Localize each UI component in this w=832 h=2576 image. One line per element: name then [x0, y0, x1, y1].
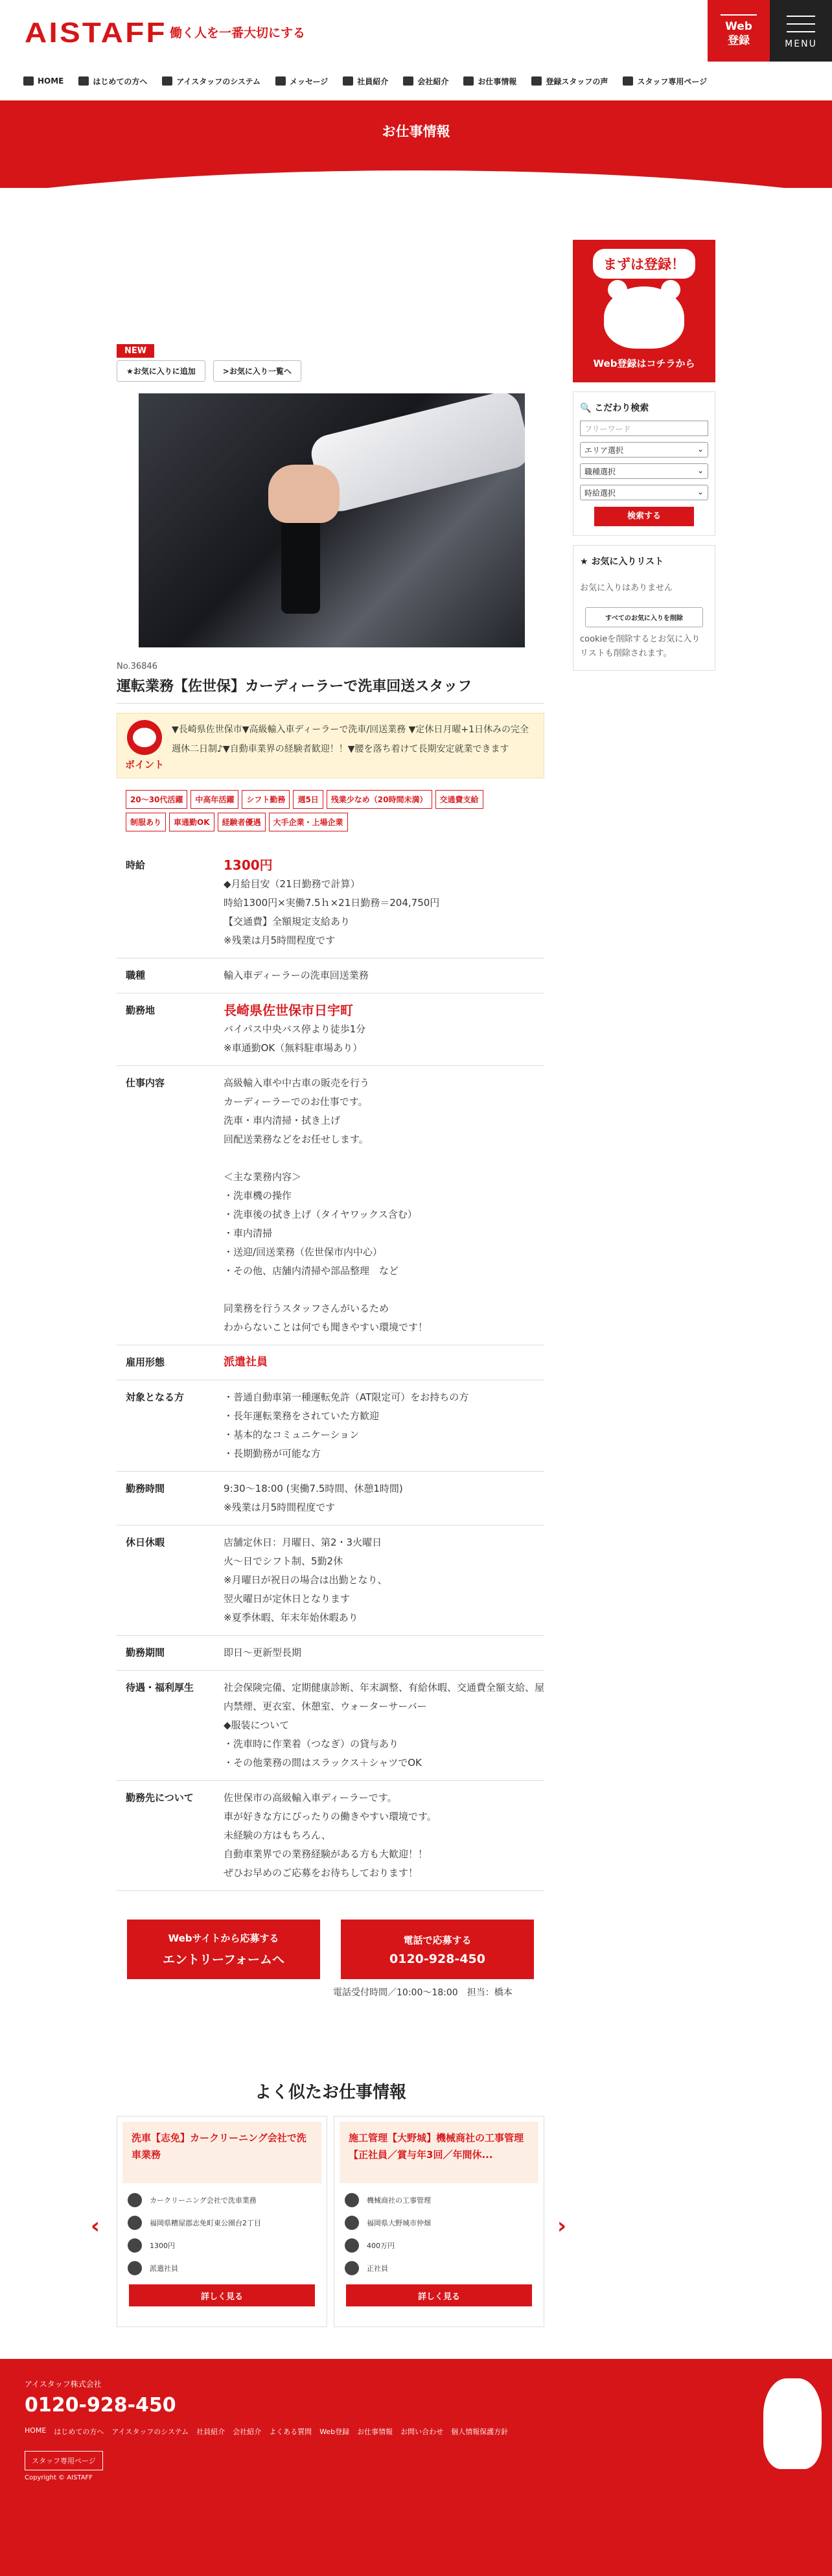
nav-voices[interactable]: 登録スタッフの声: [531, 76, 608, 87]
handshake-icon: [128, 2261, 142, 2275]
money-bag-icon: [128, 2238, 142, 2253]
similar-jobs-carousel: [91, 2116, 567, 2327]
gear-icon: [162, 76, 172, 86]
id-card-icon: [343, 76, 353, 86]
table-row: 休日休暇 店舗定休日：月曜日、第2・3火曜日 火～日でシフト制、5勤2休 ※月曜日が祝日の場合は出勤となり、 翌火曜日が定休日となります ※夏季休暇、年末年始休暇あり: [117, 1526, 544, 1636]
tag: 制服あり: [126, 813, 166, 831]
detail-button[interactable]: 詳しく見る: [346, 2284, 532, 2306]
phone-entry-button[interactable]: 電話で応募する 0120-928-450: [341, 1920, 534, 1979]
shield-icon: [78, 76, 89, 86]
phone-hours: 電話受付時間／10:00～18:00 担当：橋本: [333, 1988, 513, 1998]
chevron-down-icon: ⌄: [697, 445, 704, 454]
jobtype-select[interactable]: 職種選択 ⌄: [580, 463, 708, 479]
arrow-right-icon: [721, 14, 757, 16]
nav-staff-page[interactable]: スタッフ専用ページ: [623, 76, 707, 87]
page-title: お仕事情報: [382, 124, 450, 139]
web-register-banner[interactable]: まずは登録！ Web登録はコチラから: [573, 240, 715, 382]
job-photo: [139, 393, 525, 647]
tag: シフト勤務: [242, 790, 290, 809]
job-detail: [91, 343, 567, 2327]
global-nav: [0, 62, 832, 100]
handshake-icon: [345, 2261, 359, 2275]
new-badge: NEW: [117, 344, 154, 358]
nav-message[interactable]: メッセージ: [275, 76, 328, 87]
tag: 経験者優遇: [218, 813, 266, 831]
add-favorite-button[interactable]: ★お気に入りに追加: [117, 360, 205, 382]
bear-mascot-icon: [604, 286, 684, 349]
tag: 中高年活躍: [191, 790, 238, 809]
page-banner: [0, 100, 832, 188]
bear-mascot-icon: [127, 720, 162, 755]
detail-button[interactable]: 詳しく見る: [129, 2284, 315, 2306]
carousel-next-icon[interactable]: ›: [557, 2213, 567, 2239]
chevron-down-icon: ⌄: [697, 466, 704, 475]
clear-favorites-button[interactable]: すべてのお気に入りを削除: [585, 607, 703, 627]
job-title: 運転業務【佐世保】カーディーラーで洗車回送スタッフ: [117, 675, 544, 704]
footer: アイスタッフ株式会社 0120-928-450 HOME はじめての方へ アイスタッフのシステム 社員紹介 会社紹介 よくある質問 Web登録 お仕事情報 お問い合わせ 個人情報保護方針 スタッフ専用ページ Copyright © AISTAFF: [0, 2359, 832, 2576]
area-select[interactable]: エリア選択 ⌄: [580, 442, 708, 458]
phone-icon: 0120-928-450: [389, 1951, 485, 1966]
search-box: [573, 391, 715, 536]
tag: 20～30代活躍: [126, 790, 187, 809]
menu-button[interactable]: MENU: [770, 0, 832, 62]
bear-mascot-icon: [763, 2378, 822, 2469]
tag-list: [117, 790, 499, 831]
favorite-list-button[interactable]: >お気に入り一覧へ: [213, 360, 301, 382]
tag: 残業少なめ（20時間未満）: [327, 790, 432, 809]
footer-links: HOME はじめての方へ アイスタッフのシステム 社員紹介 会社紹介 よくある質問 Web登録 お仕事情報 お問い合わせ 個人情報保護方針: [25, 2426, 509, 2436]
table-row: 待遇・福利厚生 社会保険完備、定期健康診断、年末調整、有給休暇、交通費全額支給、屋内禁煙、更衣室、休憩室、ウォーターサーバー ◆服装について ・洗車時に作業着（つなぎ）の貸与あり ・その他業務の間はスラックス＋シャツでOK: [117, 1671, 544, 1781]
footer-staff-button[interactable]: スタッフ専用ページ: [25, 2451, 103, 2470]
table-row: 勤務地 長崎県佐世保市日宇町 バイパス中央バス停より徒歩1分 ※車通勤OK（無料駐車場あり）: [117, 993, 544, 1066]
home-icon: [23, 76, 34, 86]
chat-icon: [275, 76, 286, 86]
job-card[interactable]: 施工管理【大野城】機械商社の工事管理【正社員／賞与年3回／年間休... 機械商社の工事管理 福岡県大野城市仲畑 400万円 正社員 詳しく見る: [334, 2116, 544, 2327]
table-row: 対象となる方 ・普通自動車第一種運転免許（AT限定可）をお持ちの方 ・長年運転業務をされていた方歓迎 ・基本的なコミュニケーション ・長期勤務が可能な方: [117, 1380, 544, 1472]
table-row: 時給 1300円 ◆月給目安（21日勤務で計算） 時給1300円×実働7.5ｈ×21日勤務＝204,750円 【交通費】全額規定支給あり ※残業は月5時間程度です: [117, 848, 544, 958]
people-icon: [463, 76, 474, 86]
similar-jobs-title: よく似たお仕事情報: [254, 2083, 406, 2102]
table-row: 職種 輸入車ディーラーの洗車回送業務: [117, 958, 544, 993]
tag: 車通勤OK: [169, 813, 214, 831]
carousel-prev-icon[interactable]: ‹: [91, 2213, 100, 2239]
search-button[interactable]: 検索する: [594, 507, 694, 526]
site-logo[interactable]: AISTAFF: [25, 17, 167, 49]
search-title: 🔍 こだわり検索: [580, 403, 649, 413]
tag: 週5日: [293, 790, 323, 809]
wage-select[interactable]: 時給選択 ⌄: [580, 485, 708, 500]
tag: 大手企業・上場企業: [269, 813, 348, 831]
footer-phone[interactable]: 0120-928-450: [25, 2394, 176, 2417]
speech-icon: [531, 76, 542, 86]
tag: 交通費支給: [435, 790, 483, 809]
job-number: No.36846: [117, 662, 157, 671]
nav-jobs[interactable]: お仕事情報: [463, 76, 516, 87]
table-row: 仕事内容 高級輸入車や中古車の販売を行う カーディーラーでのお仕事です。 洗車・車内清掃・拭き上げ 回配送業務などをお任せします。 ＜主な業務内容＞ ・洗車機の操作 ・洗車後の拭き上げ（タイヤワックス含む） ・車内清掃 ・送迎/回送業務（佐世保市内中心） ・その他、店舗内清掃や部品整理 など 同業務を行うスタッフさんがいるため わからないことは何でも聞きやすい環境です！: [117, 1066, 544, 1345]
nav-home[interactable]: HOME: [23, 76, 64, 86]
building-icon: [345, 2193, 359, 2207]
free-word-input[interactable]: フリーワード: [580, 421, 708, 436]
point-box: ポイント ▼長崎県佐世保市▼高級輸入車ディーラーで洗車/回送業務 ▼定休日月曜+1日休みの完全週休二日制♪▼自動車業界の経験者歓迎！！▼腰を落ち着けて長期安定就業できます: [117, 713, 544, 778]
nav-company[interactable]: 会社紹介: [403, 76, 448, 87]
table-row: 勤務先について 佐世保市の高級輸入車ディーラーです。 車が好きな方にぴったりの働きやすい環境です。 未経験の方はもちろん、 自動車業界での業務経験がある方も大歓迎！！ ぜひお早めのご応募をお待ちしております！: [117, 1781, 544, 1891]
favorite-list: ★ お気に入りリスト お気に入りはありません すべてのお気に入りを削除 cookieを削除するとお気に入りリストも削除されます。: [573, 545, 715, 671]
building-icon: [403, 76, 413, 86]
hamburger-icon: [787, 16, 815, 17]
lock-icon: [623, 76, 633, 86]
point-text: ▼長崎県佐世保市▼高級輸入車ディーラーで洗車/回送業務 ▼定休日月曜+1日休みの完全週休二日制♪▼自動車業界の経験者歓迎！！▼腰を落ち着けて長期安定就業できます: [172, 725, 529, 754]
web-entry-button[interactable]: Webサイトから応募する エントリーフォームへ: [127, 1920, 320, 1979]
building-icon: [128, 2193, 142, 2207]
table-row: 勤務時間 9:30～18:00 (実働7.5時間、休憩1時間) ※残業は月5時間程度です: [117, 1472, 544, 1526]
table-row: 雇用形態 派遣社員: [117, 1345, 544, 1380]
table-row: 勤務期間 即日～更新型長期: [117, 1636, 544, 1671]
chevron-down-icon: ⌄: [697, 487, 704, 496]
header: [0, 0, 832, 62]
nav-system[interactable]: アイスタッフのシステム: [162, 76, 260, 87]
money-bag-icon: [345, 2238, 359, 2253]
job-card[interactable]: 洗車【志免】カークリーニング会社で洗車業務 カークリーニング会社で洗車業務 福岡県糟屋郡志免町東公園台2丁目 1300円 派遣社員 詳しく見る: [117, 2116, 327, 2327]
map-pin-icon: [128, 2216, 142, 2230]
nav-first[interactable]: はじめての方へ: [78, 76, 147, 87]
sidebar: [573, 240, 715, 671]
job-spec-table: [117, 848, 544, 1891]
nav-staff-intro[interactable]: 社員紹介: [343, 76, 388, 87]
web-register-button[interactable]: Web 登録: [708, 0, 770, 62]
tagline: 働く人を一番大切にする: [170, 26, 306, 40]
map-pin-icon: [345, 2216, 359, 2230]
